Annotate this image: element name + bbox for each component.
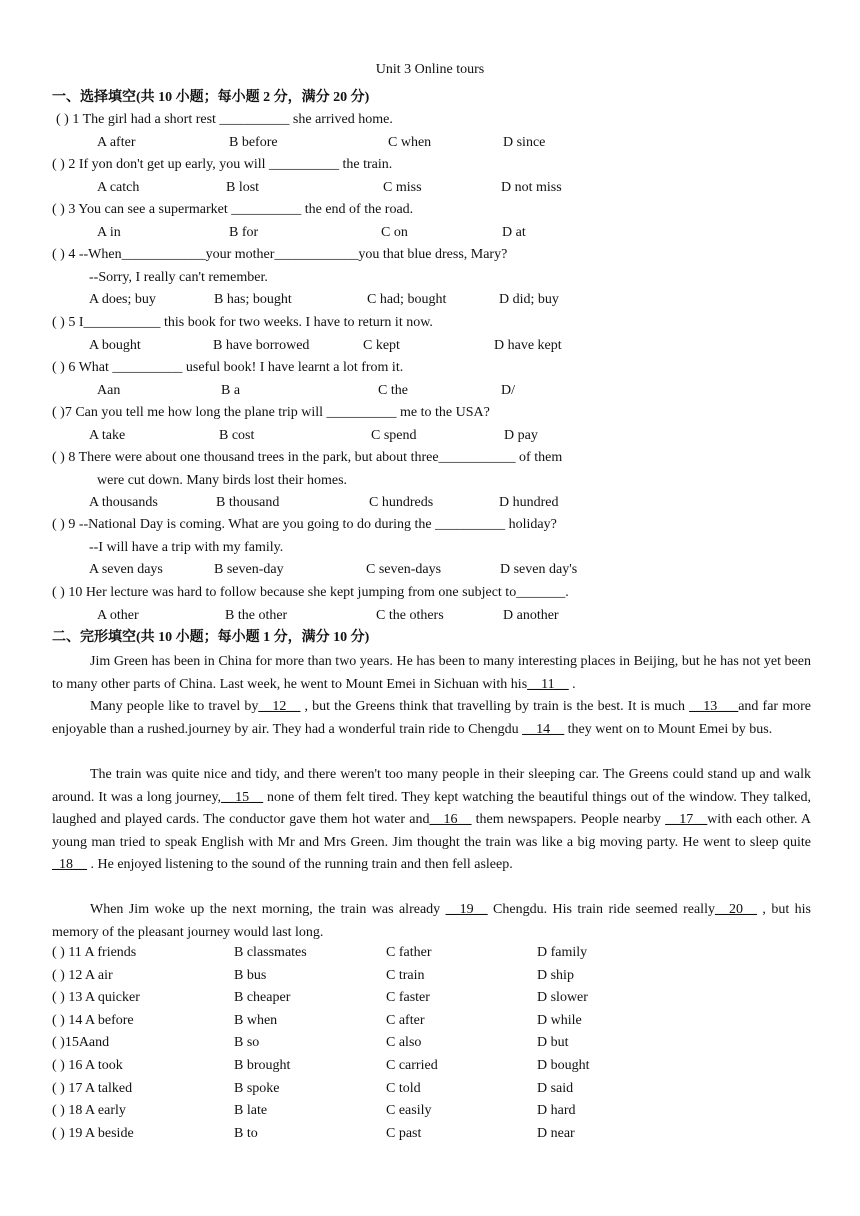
answer-option: D hard [537,1103,576,1119]
answer-option: C kept [363,337,400,353]
answer-option: D not miss [501,179,562,195]
cloze-blank: __11__ [527,676,569,692]
answer-option: C the [378,382,408,398]
answer-option: D said [537,1080,574,1096]
answer-option: B when [234,1012,278,1028]
answer-option: D have kept [494,337,562,353]
question-stem-continued: were cut down. Many birds lost their homes. [97,472,348,488]
answer-option: C had; bought [367,292,447,308]
answer-option: B thousand [216,495,280,511]
answer-option: D since [503,134,546,150]
question-stem-continued: --Sorry, I really can't remember. [89,269,268,285]
answer-option: B spoke [234,1080,280,1096]
answer-option: Aan [97,382,121,398]
passage-text: Jim Green has been in China for more than two years. He has been to many interesting places in Beijing, but he has not yet been to many other parts of China. Last week, he went to Mount Emei in Sichuan with his [52,654,811,692]
question-stem: ( )7 Can you tell me how long the plane trip will __________ me to the USA? [52,405,490,420]
answer-option: D ship [537,967,574,983]
answer-option: D/ [501,382,515,398]
answer-option: A bought [89,337,141,353]
cloze-blank: __12__ [258,699,301,714]
section1-heading: 一、选择填空(共 10 小题；每小题 2 分，满分 20 分) [52,90,370,105]
passage-text: and far more enjoyable than a rushed.journey by air. They had a wonderful train ride to Chengdu [52,699,811,737]
question-stem: ( ) 8 There were about one thousand trees in the park, but about three___________ of them [52,450,563,465]
answer-option: D while [537,1012,582,1028]
answer-option: C seven-days [366,562,442,578]
answer-option: A catch [97,179,140,195]
passage-text: Many people like to travel by [90,699,259,714]
answer-option: A take [89,427,126,443]
passage-paragraph [52,899,811,944]
cloze-blank: __19__ [445,902,488,917]
cloze-option-row-label: ( ) 12 A air [52,967,113,983]
passage-text: they went on to Mount Emei by bus. [564,721,773,737]
answer-option: D slower [537,990,588,1006]
answer-option: C miss [383,179,422,195]
cloze-option-row-label: ( ) 11 A friends [52,945,137,960]
answer-option: C past [386,1125,422,1141]
passage-paragraph [52,696,811,741]
answer-option: B has; bought [214,292,292,308]
cloze-blank: __16__ [429,812,472,828]
question-stem: ( ) 9 --National Day is coming. What are you going to do during the __________ holiday? [52,517,557,532]
passage-text: with each other. A young man tried to speak English with Mr and Mrs Green. Jim thought the train was like a big moving party. He went to sleep quite [52,812,811,850]
answer-option: B lost [226,179,260,195]
passage-text: The train was quite nice and tidy, and there weren't too many people in their sleeping car. The Greens could stand up and walk around. It was a long journey, [52,767,811,805]
answer-option: B so [234,1035,260,1051]
page-title: Unit 3 Online tours [375,62,485,77]
answer-option: A thousands [89,495,158,511]
cloze-option-row-label: ( ) 14 A before [52,1012,134,1028]
answer-option: B have borrowed [213,337,310,353]
answer-option: C when [388,134,432,150]
answer-option: B bus [234,967,267,983]
passage-text: Chengdu. His train ride seemed really [487,902,715,917]
cloze-option-row-label: ( ) 13 A quicker [52,990,140,1006]
cloze-blank: __20__ [714,902,757,917]
answer-option: B seven-day [214,562,284,578]
answer-option: D at [502,224,526,240]
question-stem: ( ) 4 --When____________your mother____________you that blue dress, Mary? [52,247,508,262]
cloze-option-row-label: ( ) 16 A took [52,1058,123,1073]
answer-option: C easily [386,1103,432,1119]
answer-option: B a [221,382,241,398]
passage-text: , but his memory of the pleasant journey would last long. [52,902,811,940]
cloze-blank: __15__ [221,789,264,805]
answer-option: A seven days [89,562,163,578]
passage-text: . [568,676,576,692]
answer-option: D seven day's [500,562,578,578]
passage-text: none of them felt tired. They kept watching the beautiful things out of the window. They talked, laughed and played cards. The conductor gave them hot water and [52,789,811,828]
answer-option: B for [229,224,259,240]
cloze-option-row-label: ( ) 17 A talked [52,1080,133,1096]
answer-option: D bought [537,1058,590,1073]
section2-heading: 二、完形填空(共 10 小题；每小题 1 分，满分 10 分) [52,630,370,645]
answer-option: C after [386,1012,425,1028]
answer-option: A after [97,134,136,150]
answer-option: B brought [234,1058,291,1073]
passage-text: , but the Greens think that travelling by train is the best. It is much [300,699,690,714]
passage-text: them newspapers. People nearby [471,812,666,828]
answer-option: A does; buy [89,292,156,308]
passage-text: . He enjoyed listening to the sound of the running train and then fell asleep. [87,857,513,873]
answer-option: B before [229,134,278,150]
answer-option: B to [234,1125,258,1141]
answer-option: A in [97,224,121,240]
cloze-blank: __17__ [665,812,708,828]
answer-option: C told [386,1080,421,1096]
answer-option: D did; buy [499,292,559,308]
cloze-blank: __13___ [689,699,739,714]
answer-option: A other [97,607,139,623]
question-stem: ( ) 3 You can see a supermarket __________ the end of the road. [52,202,414,217]
question-stem: ( ) 10 Her lecture was hard to follow because she kept jumping from one subject to_______. [52,585,569,600]
passage-paragraph [52,651,811,696]
answer-option: D pay [504,427,538,443]
answer-option: C on [381,224,408,240]
answer-option: B classmates [234,945,307,960]
answer-option: C faster [386,990,430,1006]
answer-option: D family [537,945,588,960]
question-stem: ( ) 1 The girl had a short rest __________ she arrived home. [56,112,393,127]
answer-option: B late [234,1103,268,1119]
answer-option: D but [537,1035,569,1051]
cloze-option-row-label: ( )15Aand [52,1035,110,1051]
answer-option: D near [537,1125,575,1141]
answer-option: C spend [371,427,417,443]
cloze-blank: __14__ [522,721,565,737]
answer-option: C also [386,1035,422,1051]
answer-option: B the other [225,607,288,623]
answer-option: C hundreds [369,495,434,511]
question-stem: ( ) 5 I___________ this book for two weeks. I have to return it now. [52,315,433,330]
answer-option: C train [386,967,425,983]
cloze-option-row-label: ( ) 19 A beside [52,1125,134,1141]
answer-option: C the others [376,607,444,623]
question-stem: ( ) 6 What __________ useful book! I have learnt a lot from it. [52,360,404,375]
cloze-blank: _18__ [52,857,87,873]
answer-option: B cheaper [234,990,291,1006]
answer-option: D hundred [499,495,559,511]
cloze-option-row-label: ( ) 18 A early [52,1103,126,1119]
answer-option: C carried [386,1058,438,1073]
question-stem: ( ) 2 If yon don't get up early, you will __________ the train. [52,157,393,172]
answer-option: C father [386,945,432,960]
answer-option: B cost [219,427,255,443]
passage-paragraph [52,764,811,877]
passage-text: When Jim woke up the next morning, the train was already [90,902,446,917]
question-stem-continued: --I will have a trip with my family. [89,539,284,555]
answer-option: D another [503,607,559,623]
